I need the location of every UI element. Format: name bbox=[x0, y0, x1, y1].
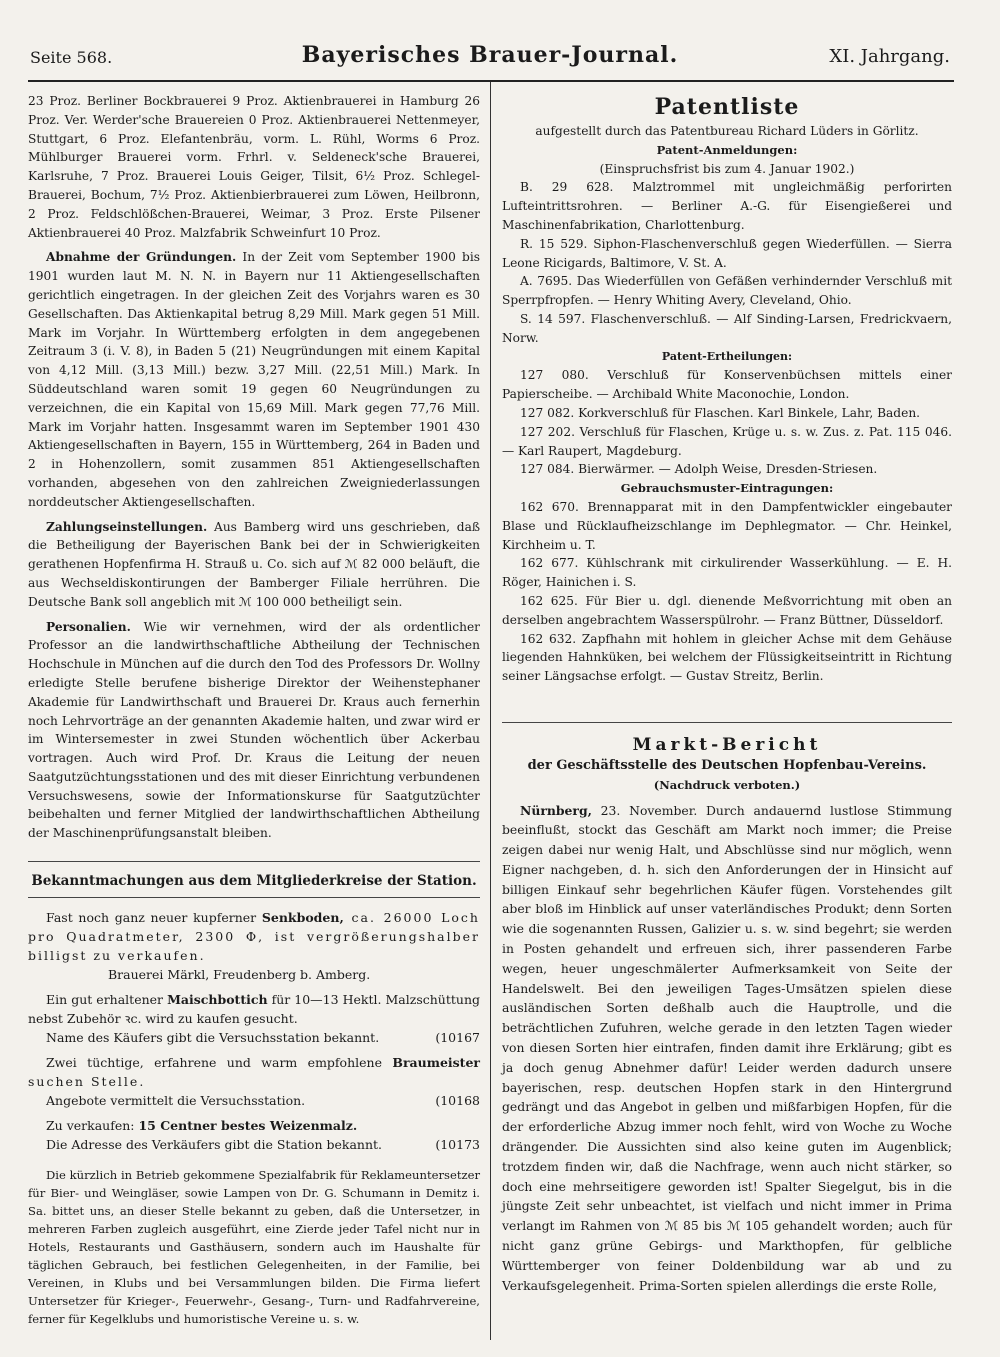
journal-title: Bayerisches Brauer-Journal. bbox=[301, 42, 679, 68]
market-report-subtitle: der Geschäftsstelle des Deutschen Hopfenbau-Vereins. bbox=[527, 757, 927, 773]
dividend-list: 23 Proz. Berliner Bockbrauerei 9 Proz. Aktienbrauerei in Hamburg 26 Proz. Ver. Werder'sche Brauereien 0 Proz. Aktienbrauerei Nettenmeyer, Stuttgart, 6 Proz. Elefantenbräu, vorm. L. Rühl, Worms 6 Proz. Mühlburger Brauerei vorm. Frhrl. v. Seldeneck'sche Brauerei, Karlsruhe, 7 Proz. Brauerei Louis Geiger, Tilsit, 6½ Proz. Schlegel-Brauerei, Bochum, 7½ Proz. Aktienbierbrauerei zum Löwen, Heilbronn, 2 Proz. Feldschlößchen-Brauerei, Weimar, 3 Proz. Erste Pilsener Aktienbrauerei 40 Proz. Malzfabrik Schweinfurt 10 Proz. bbox=[28, 94, 480, 240]
right-column bbox=[502, 92, 952, 1295]
page-number: Seite 568. bbox=[30, 48, 113, 67]
patent-entry: 162 670. Brennapparat mit in den Dampfentwickler eingebauter Blase und Rücklaufheizschlange im Dephlegmator. — Chr. Heinkel, Kirchheim u. T. bbox=[502, 499, 952, 552]
patent-entry: 162 625. Für Bier u. dgl. dienende Meßvorrichtung mit oben an derselben angebrachtem Wasserspülrohr. — Franz Büttner, Düsseldorf. bbox=[502, 593, 952, 627]
section-rule bbox=[28, 861, 480, 862]
patent-section-heading: Patent-Ertheilungen: bbox=[661, 349, 793, 363]
section-rule bbox=[28, 897, 480, 898]
patent-entry: 127 080. Verschluß für Konservenbüchsen mittels einer Papierscheibe. — Archibald White Maconochie, London. bbox=[502, 368, 952, 402]
patent-entry: 127 084. Bierwärmer. — Adolph Weise, Dresden-Striesen. bbox=[520, 462, 878, 477]
left-column bbox=[28, 92, 480, 1328]
ad-weizenmalz: Zu verkaufen: 15 Centner bestes Weizenmalz. bbox=[46, 1117, 358, 1133]
patent-entry: 127 082. Korkverschluß für Flaschen. Karl Binkele, Lahr, Baden. bbox=[520, 405, 921, 420]
reprint-note: (Nachdruck verboten.) bbox=[653, 777, 801, 792]
patent-entry: A. 7695. Das Wiederfüllen von Gefäßen verhindernder Verschluß mit Sperrpfropfen. — Henry Whiting Avery, Cleveland, Ohio. bbox=[502, 274, 952, 308]
notice-untersetzer: Die kürzlich in Betrieb gekommene Spezialfabrik für Reklameuntersetzer für Bier- und Weingläser, sowie Lampen von Dr. G. Schumann in Demitz i. Sa. bittet uns, an dieser Stelle bekannt zu geben, daß die Untersetzer, in mehreren Farben zugleich ausgeführt, eine Zierde jeder Tafel nicht nur in Hotels, Restaurants und Gasthäusern, sondern auch im Haushalte für täglichen Gebrauch, bei festlichen Gelegenheiten, in der Familie, bei Vereinen, in Klubs und bei Versammlungen bilden. Die Firma liefert Untersetzer für Krieger-, Feuerwehr-, Gesang-, Turn- und Radfahrvereine, ferner für Kegelklubs und humoristische Vereine u. s. w. bbox=[28, 1167, 480, 1326]
article-heading: Abnahme der Gründungen. bbox=[46, 250, 237, 265]
patent-list-subtitle: aufgestellt durch das Patentbureau Richard Lüders in Görlitz. bbox=[535, 124, 919, 138]
ads-title: Bekanntmachungen aus dem Mitgliederkreise der Station. bbox=[31, 873, 477, 890]
ad-number: (10173 bbox=[435, 1136, 480, 1152]
ad-maischbottich-contact: Name des Käufers gibt die Versuchsstation bekannt. (10167 bbox=[46, 1029, 480, 1045]
objection-note: (Einspruchsfrist bis zum 4. Januar 1902.) bbox=[599, 161, 855, 176]
ad-maischbottich: Ein gut erhaltener Maischbottich für 10—13 Hektl. Malzschüttung nebst Zubehör ꝛc. wird zu kaufen gesucht. bbox=[28, 991, 481, 1026]
column-divider bbox=[490, 82, 491, 1340]
patent-entry: 162 677. Kühlschrank mit cirkulirender Wasserkühlung. — E. H. Röger, Hainichen i. S. bbox=[502, 556, 952, 590]
ad-senkboden: Fast noch ganz neuer kupferner Senkboden, ca. 26000 Loch pro Quadratmeter, 2300 Φ, ist vergrößerungshalber billigst zu verkaufen. bbox=[28, 909, 480, 963]
page-header bbox=[30, 42, 950, 74]
volume-label: XI. Jahrgang. bbox=[829, 46, 950, 67]
header-rule bbox=[28, 80, 954, 82]
patent-entry: 162 632. Zapfhahn mit hohlem in gleicher Achse mit dem Gehäuse liegenden Hahnküken, bei welchem der Flüssigkeitseintritt in Richtung seiner Längsachse erfolgt. — Gustav Streitz, Berlin. bbox=[502, 631, 952, 684]
article-personalien: Personalien. Wie wir vernehmen, wird der als ordentlicher Professor an die landwirthschaftliche Abtheilung der Technischen Hochschule in München auf die durch den Tod des Professors Dr. Wollny erledigte Stelle berufene bisherige Direktor der Weihenstephaner Akademie für Landwirthschaft und Brauerei Dr. Kraus auch fernerhin noch Lehrvorträge an der genannten Akademie halten, und zwar wird er im Wintersemester in zwei Stunden wöchentlich über Ackerbau vortragen. Auch wird Prof. Dr. Kraus die Leitung der neuen Saatgutzüchtungsstationen und des mit dieser Einrichtung verbundenen Versuchswesens, sowie der Informationskurse für Saatgutzüchter beibehalten und ferner Mitglied der landwirthschaftlichen Abtheilung der Maschinenprüfungsanstalt bleiben. bbox=[28, 619, 480, 841]
ad-braumeister: Zwei tüchtige, erfahrene und warm empfohlene Braumeister suchen Stelle. bbox=[28, 1054, 480, 1089]
section-rule bbox=[502, 722, 952, 723]
patent-entry: B. 29 628. Malztrommel mit ungleichmäßig perforirten Lufteintrittsrohren. — Berliner A.-G. für Eisengießerei und Maschinenfabrikation, Charlottenburg. bbox=[502, 180, 952, 232]
article-heading: Zahlungseinstellungen. bbox=[46, 519, 208, 534]
ad-braumeister-contact: Angebote vermittelt die Versuchsstation. (10168 bbox=[46, 1092, 480, 1108]
article-gruendungen: Abnahme der Gründungen. In der Zeit vom September 1900 bis 1901 wurden laut M. N. N. in Bayern nur 11 Aktiengesellschaften gerichtlich eingetragen. In der gleichen Zeit des Vorjahrs waren es 30 Gesellschaften. Das Aktienkapital betrug 8,29 Mill. Mark gegen 51 Mill. Mark im Vorjahr. In Württemberg erfolgten in dem angegebenen Zeitraum 3 (i. V. 8), in Baden 5 (21) Neugründungen mit einem Kapital von 4,12 Mill. (3,13 Mill.) bezw. 3,27 Mill. (22,51 Mill.) Mark. In Süddeutschland waren somit 19 gegen 60 Neugründungen zu verzeichnen, die ein Kapital von 15,69 Mill. Mark gegen 77,76 Mill. Mark im Vorjahr hatten. Insgesammt waren im September 1901 430 Aktiengesellschaften in Bayern, 155 in Württemberg, 264 in Baden und 2 in Hohenzollern, somit zusammen 851 Aktiengesellschaften vorhanden, abgesehen von den zahlreichen Zweigniederlassungen norddeutscher Aktiengesellschaften. bbox=[28, 250, 480, 509]
ad-number: (10167 bbox=[435, 1029, 480, 1045]
patent-section-heading: Patent-Anmeldungen: bbox=[656, 142, 798, 157]
article-zahlungseinstellungen: Zahlungseinstellungen. Aus Bamberg wird uns geschrieben, daß die Betheiligung der Bayerischen Bank bei der in Schwierigkeiten gerathenen Hopfenfirma H. Strauß u. Co. sich auf ℳ 82 000 beläuft, die aus Wechseldiskontirungen der Bamberger Filiale herrühren. Die Deutsche Bank soll angeblich mit ℳ 100 000 betheiligt sein. bbox=[28, 519, 480, 609]
patent-list-title: Patentliste bbox=[654, 94, 800, 120]
patent-entry: S. 14 597. Flaschenverschluß. — Alf Sinding-Larsen, Fredrickvaern, Norw. bbox=[502, 311, 952, 345]
patent-entry: R. 15 529. Siphon-Flaschenverschluß gegen Wiederfüllen. — Sierra Leone Ricigards, Baltimore, V. St. A. bbox=[502, 236, 952, 270]
ad-weizenmalz-contact: Die Adresse des Verkäufers gibt die Station bekannt. (10173 bbox=[46, 1136, 480, 1152]
market-report-title: Markt-Bericht bbox=[632, 734, 822, 755]
ad-senkboden-signature: Brauerei Märkl, Freudenberg b. Amberg. bbox=[108, 966, 371, 982]
patent-entry: 127 202. Verschluß für Flaschen, Krüge u. s. w. Zus. z. Pat. 115 046. — Karl Raupert, Magdeburg. bbox=[502, 424, 952, 458]
article-heading: Personalien. bbox=[46, 619, 131, 634]
market-report-text: Nürnberg, 23. November. Durch andauernd lustlose Stimmung beeinflußt, stockt das Geschäft am Markt noch immer; die Preise zeigen dabei nur wenig Halt, und Abschlüsse sind nur möglich, wenn Eigner nachgeben, d. h. sich den Anforderungen der in Hinsicht auf billigen Einkauf sehr begehrlichen Käufer fügen. Vorstehendes gilt aber bloß im Hinblick auf unser vaterländisches Produkt; denn Sorten wie die sogenannten Russen, Galizier u. s. w. sind begehrt; sie werden in Posten gehandelt und erfreuen sich, ihrer passenderen Farbe wegen, heuer ungeschmälerter Aufmerksamkeit von Seite der Handelswelt. Bei den jeweiligen Tages-Umsätzen spielen diese ausländischen Sorten deßhalb auch die Hauptrolle, und die beträchtlichen Zufuhren, welche gerade in den letzten Tagen wieder von diesen Sorten hier eintrafen, finden damit ihre Erklärung; gibt es ja doch genug Abnehmer dafür! Leider werden dadurch unsere bayerischen, resp. deutschen Hopfen stark in den Hintergrund gedrängt und das Angebot in gelben und mißfarbigen Hopfen, für die der erforderliche Abzug immer noch fehlt, wird von Woche zu Woche drängender. Die Aussichten sind also keine guten im Augenblick; trotzdem finden wir, daß die Nachfrage, wenn auch nicht stärker, so doch eine mehrseitigere geworden ist! Spalter Siegelgut, bis in die jüngste Zeit sehr unbeachtet, ist vielfach und nicht immer in Prima verlangt im Rahmen von ℳ 85 bis ℳ 105 gehandelt worden; auch für nicht ganz grüne Gebirgs- und Markthopfen, für gelbliche Württemberger von feiner Doldenbildung war ab und zu Verkaufsgelegenheit. Prima-Sorten spielen allerdings die erste Rolle, bbox=[502, 802, 952, 1293]
patent-section-heading: Gebrauchsmuster-Eintragungen: bbox=[620, 481, 834, 496]
ad-number: (10168 bbox=[435, 1092, 480, 1108]
